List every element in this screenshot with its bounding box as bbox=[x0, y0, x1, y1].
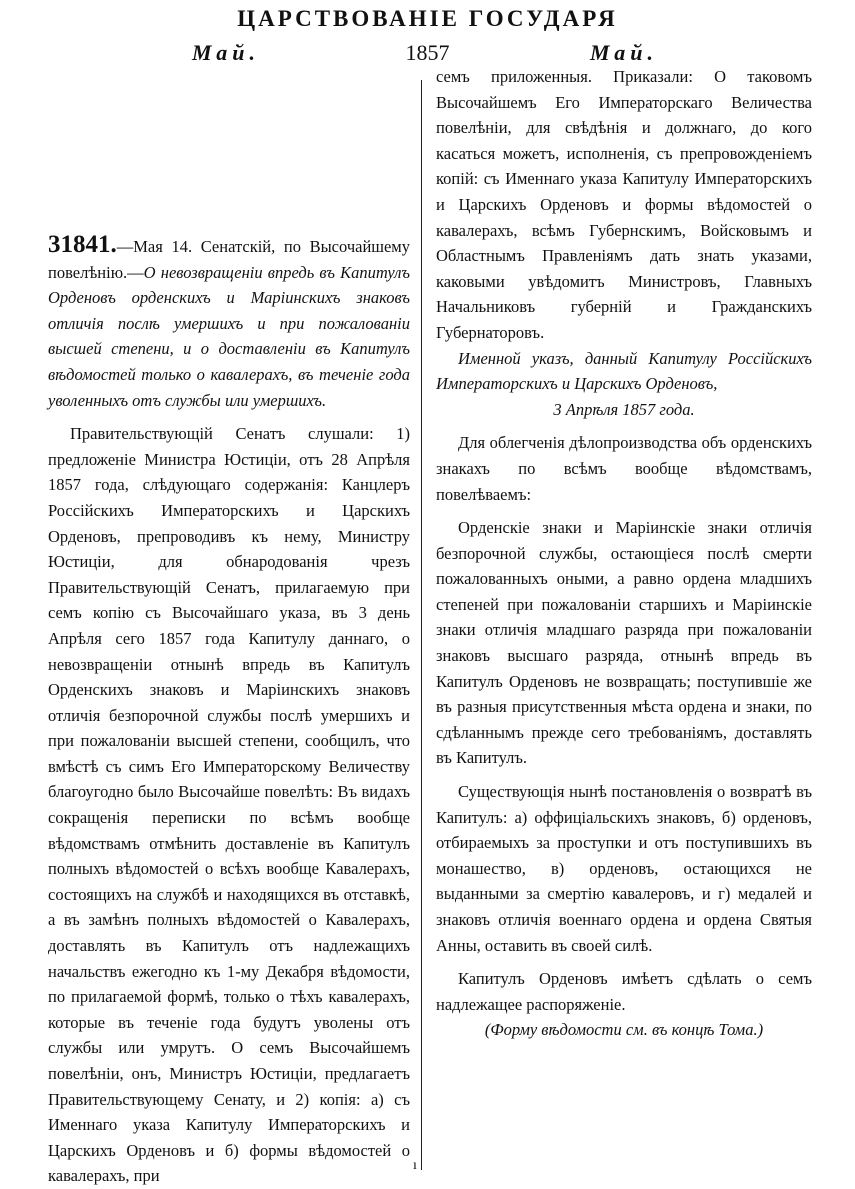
decree-heading: Именной указъ, данный Капитулу Россійскихъ Императорскихъ и Царскихъ Орденовъ, bbox=[436, 348, 812, 394]
entry-head: —Мая 14. Сенатскій, по Высочайшему повелѣнію.— bbox=[48, 237, 410, 282]
right-paragraph-3: Орденскіе знаки и Маріинскіе знаки отличія безпорочной службы, остающіеся послѣ смерти пожалованныхъ оными, а равно ордена младшихъ степеней при пожалованіи старшихъ и Маріинскіе знаки отличія младшаго разряда при пожалованіи знаковъ высшаго разряда, отнынѣ впредь въ Капитулъ Орденовъ не возвращать; поступившіе же въ разныя присутственныя мѣста ордена и знаки, по сдѣланнымъ прежде сего требованіямъ, доставлять въ Капитулъ. bbox=[436, 518, 812, 768]
running-title: ЦАРСТВОВАНІЕ ГОСУДАРЯ bbox=[237, 6, 618, 31]
entry-number: 31841. bbox=[48, 231, 117, 258]
header-month-right: Май. bbox=[590, 40, 658, 65]
header-year: 1857 bbox=[405, 40, 450, 65]
left-column bbox=[48, 232, 410, 1189]
page-mark: ı bbox=[413, 1158, 417, 1173]
entry-heading bbox=[48, 232, 410, 413]
right-paragraph-4: Существующія нынѣ постановленія о возвратѣ въ Капитулъ: а) оффиціальскихъ знаковъ, б) орденовъ, отбираемыхъ за проступки и отъ поступившихъ въ монашество, в) орденовъ, остающихся не выданными за смертію кавалеровъ, и г) медалей и знаковъ отличія военнаго ордена и ордена Святыя Анны, оставить въ своей силѣ. bbox=[436, 782, 812, 955]
right-paragraph-1: семъ приложенныя. Приказали: О таковомъ Высочайшемъ Его Императорскаго Величества повелѣніи, для свѣдѣнія и должнаго, до кого касаться можетъ, исполненія, съ препровожденіемъ копій: съ Именнаго указа Капитулу Императорскихъ и Царскихъ Орденовъ и формы вѣдомостей о кавалерахъ, всѣмъ Губернскимъ, Войсковымъ и Областнымъ Правленіямъ дать знать указами, каковыми увѣдомитъ Министровъ, Главныхъ Начальниковъ губерній и Гражданскихъ Губернаторовъ. bbox=[436, 67, 812, 342]
decree-date: 3 Апрѣля 1857 года. bbox=[553, 399, 695, 419]
left-body: Правительствующій Сенатъ слушали: 1) предложеніе Министра Юстиціи, отъ 28 Апрѣля 1857 года, слѣдующаго содержанія: Канцлеръ Россійскихъ Императорскихъ и Царскихъ Орденовъ, препроводивъ къ нему, Министру Юстиціи, для обнародованія чрезъ Правительствующій Сенатъ, прилагаемую при семъ копію съ Высочайшаго указа, въ 3 день Апрѣля сего 1857 года Капитулу даннаго, о невозвращеніи отнынѣ впредь въ Капитулъ Орденскихъ знаковъ и Маріинскихъ знаковъ отличія безпорочной службы послѣ умершихъ и при пожалованіи высшей степени, сообщилъ, что вмѣстѣ съ симъ Его Императорскому Величеству благоугодно было Высочайше повелѣть: Въ видахъ сокращенія переписки по всѣмъ вообще вѣдомствамъ отмѣнить доставленіе въ Капитулъ полныхъ вѣдомостей о всѣхъ вообще Кавалерахъ, состоящихъ на службѣ и находящихся въ отставкѣ, а въ замѣнъ полныхъ вѣдомостей о Кавалерахъ, доставлять въ Капитулъ отъ надлежащихъ начальствъ ежегодно къ 1-му Декабря вѣдомости, по прилагаемой формѣ, только о тѣхъ кавалерахъ, которые въ теченіе года будутъ уволены отъ службы или умрутъ. О семъ Высочайшемъ повелѣніи, онъ, Министръ Юстиціи, предлагаетъ Правительствующему Сенату, и 2) копія: а) съ Именнаго указа Капитулу Императорскихъ и Царскихъ Орденовъ и б) формы вѣдомостей о кавалерахъ, при bbox=[48, 424, 410, 1186]
column-divider bbox=[421, 80, 422, 1170]
right-column bbox=[436, 64, 812, 1043]
right-paragraph-2: Для облегченія дѣлопроизводства объ орденскихъ знакахъ по всѣмъ вообще вѣдомствамъ, повелѣваемъ: bbox=[436, 433, 812, 504]
header-month-left: Май. bbox=[192, 40, 260, 65]
entry-title: О невозвращеніи впредь въ Капитулъ Орденовъ орденскихъ и Маріинскихъ знаковъ отличія послѣ умершихъ и при пожалованіи высшей степени, и о доставленіи въ Капитулъ вѣдомостей только о кавалерахъ, въ теченіе года уволенныхъ отъ службы или умершихъ. bbox=[48, 262, 410, 410]
right-paragraph-5: Капитулъ Орденовъ имѣетъ сдѣлать о семъ надлежащее распоряженіе. bbox=[436, 969, 812, 1014]
form-note: (Форму вѣдомости см. въ концѣ Тома.) bbox=[484, 1020, 764, 1040]
